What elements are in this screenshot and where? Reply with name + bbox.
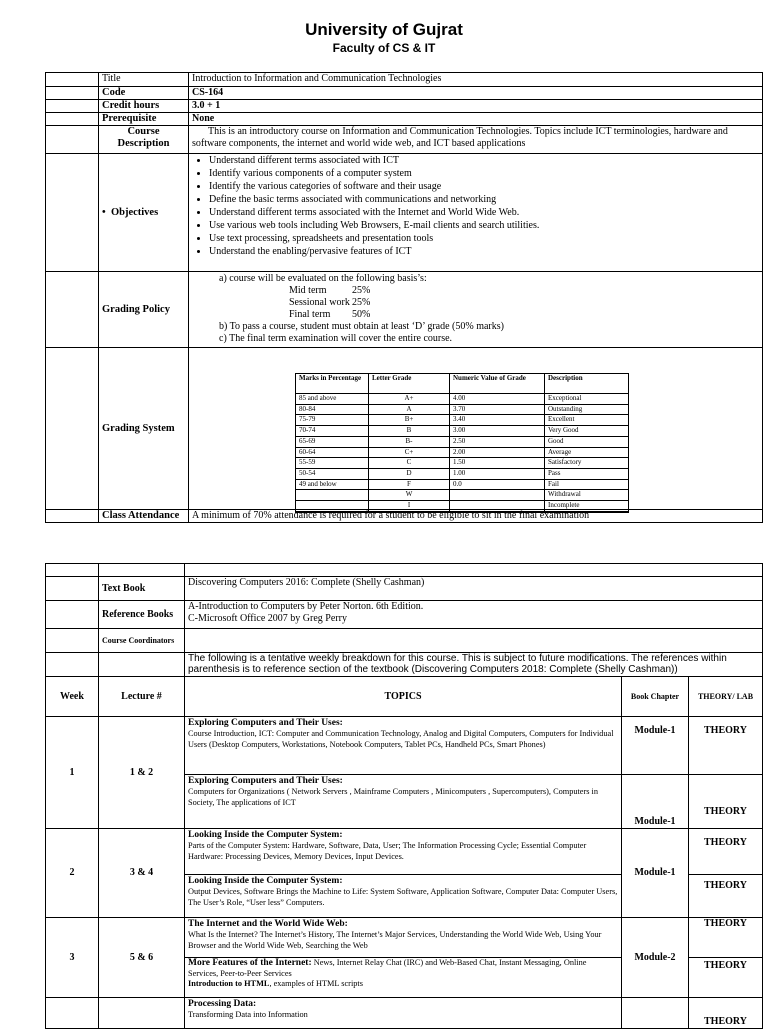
book-chapter: Module-2 [622,918,689,998]
books-schedule-table [45,563,763,677]
grade-cell: C+ [369,447,450,458]
grade-cell: Outstanding [545,404,629,415]
grading-policy-a: a) course will be evaluated on the following basis’s: [219,273,427,284]
objective-item: • Use various web tools including Web Browsers, E-mail clients and search utilities. [209,219,759,232]
objectives-list [192,154,759,258]
grade-cell: Satisfactory [545,458,629,469]
grade-cell [296,511,369,512]
grade-row [296,468,629,479]
grade-cell: A [369,404,450,415]
lecture-number: 1 & 2 [99,717,185,829]
topic-extra-title: Introduction to HTML [188,979,270,988]
grade-cell: I [369,501,450,512]
course-code: CS-164 [189,87,763,100]
description-label: Course Description [99,126,189,154]
objective-item: • Identify various components of a computer system [209,167,759,180]
grade-cell: 4.00 [450,394,545,405]
grading-policy-c: c) The final term examination will cover the entire course. [219,333,453,344]
gp-item-value: 25% [352,297,371,308]
grade-cell: 65-69 [296,436,369,447]
reference-book: C-Microsoft Office 2007 by Greg Perry [188,613,347,624]
gp-item-value: 25% [352,285,371,296]
grade-cell: 49 and below [296,479,369,490]
grade-table [295,373,629,513]
grade-cell: C [369,458,450,469]
lesson-type: THEORY [689,875,763,918]
grade-cell: 3.70 [450,404,545,415]
grade-header: Letter Grade [369,374,450,394]
week-number: 2 [46,829,99,918]
topic-title: The Internet and the World Wide Web: [188,919,348,929]
book-chapter: Module-1 [622,717,689,775]
grade-cell: Exceptional [545,394,629,405]
grade-header: Description [545,374,629,394]
grade-cell: Very Good [545,426,629,437]
reference-label: Reference Books [99,601,185,629]
grade-cell: B+ [369,415,450,426]
grade-cell [296,501,369,512]
objective-item: • Understand different terms associated with ICT [209,154,759,167]
topic-title: Processing Data: [188,999,257,1009]
grading-policy-label: Grading Policy [99,272,189,348]
coordinators-label: Course Coordinators [99,629,185,653]
course-description: This is an introductory course on Information and Communication Technologies. Topics include ICT terminologies, hardware and software components, the internet and world wide web, and ICT based applications [189,126,763,154]
grade-row [296,415,629,426]
course-title: Introduction to Information and Communication Technologies [189,73,763,87]
lecture-header: Lecture # [99,677,185,717]
grade-cell: Withdrawal [545,490,629,501]
grade-row [296,511,629,512]
grading-policy-b: b) To pass a course, student must obtain at least ‘D’ grade (50% marks) [219,321,504,332]
grade-cell: Good [545,436,629,447]
objective-item: • Define the basic terms associated with communications and networking [209,193,759,206]
grade-row [296,490,629,501]
objective-item: • Understand the enabling/pervasive features of ICT [209,245,759,258]
lesson-type: THEORY [689,918,763,958]
grade-cell: A+ [369,394,450,405]
topic-body: What Is the Internet? The Internet’s History, The Internet’s Major Services, Understanding the World Wide Web, Using Your Browser and the World Wide Web, Searching the Web [188,930,602,950]
book-chapter: Module-1 [622,775,689,829]
grade-cell: F [369,479,450,490]
reference-book: A-Introduction to Computers by Peter Norton. 6th Edition. [188,601,424,612]
grade-cell: B- [369,436,450,447]
topic-title: Exploring Computers and Their Uses: [188,776,343,786]
grade-cell: 0.0 [450,479,545,490]
gp-item-value: 50% [352,309,371,320]
topic-title: Looking Inside the Computer System: [188,830,343,840]
attendance-label: Class Attendance [99,510,189,523]
prereq-label: Prerequisite [99,113,189,126]
grade-cell [369,511,450,512]
lesson-type: THEORY [689,958,763,998]
credit-hours: 3.0 + 1 [189,100,763,113]
grade-cell: 75-79 [296,415,369,426]
lecture-number: 5 & 6 [99,918,185,998]
topic-extra: , examples of HTML scripts [269,979,363,988]
grade-cell: 2.00 [450,447,545,458]
grade-row [296,426,629,437]
grade-cell [545,511,629,512]
lesson-type: THEORY [689,717,763,775]
grade-cell: 70-74 [296,426,369,437]
topics-header: TOPICS [185,677,622,717]
grade-cell [296,490,369,501]
week-number: 1 [46,717,99,829]
topic-title: Looking Inside the Computer System: [188,876,343,886]
grade-cell: Fail [545,479,629,490]
lesson-type: THEORY [689,775,763,829]
code-label: Code [99,87,189,100]
week-header: Week [46,677,99,717]
grade-row [296,404,629,415]
grade-cell [450,501,545,512]
grade-cell: 3.00 [450,426,545,437]
weekly-schedule [45,676,763,1029]
grade-cell [450,511,545,512]
grade-row [296,501,629,512]
lesson-type: THEORY [689,829,763,875]
grade-row [296,458,629,469]
textbook: Discovering Computers 2016: Complete (Shelly Cashman) [185,577,763,601]
type-header: THEORY/ LAB [689,677,763,717]
objective-item: • Use text processing, spreadsheets and presentation tools [209,232,759,245]
grade-row [296,479,629,490]
bullet-icon: • [102,206,111,218]
grade-cell: Incomplete [545,501,629,512]
grade-cell: B [369,426,450,437]
schedule-note: The following is a tentative weekly breakdown for this course. This is subject to future modifications. The references within parenthesis is to reference section of the textbook (Discovering Computers 2018: Complete (Shelly Cashman)) [185,653,763,677]
objective-item: • Understand different terms associated with the Internet and World Wide Web. [209,206,759,219]
topic-body: Course Introduction, ICT: Computer and Communication Technology, Analog and Digital Computers, Computers for Individual Users (Desktop Computers, Workstations, Notebook Computers, Tablet PCs, Handheld PCs, Smart Phones) [188,729,614,749]
grade-cell: 85 and above [296,394,369,405]
topic-body: Computers for Organizations ( Network Servers , Mainframe Computers , Minicomputers , Supercomputers), Computers in Society, The applications of ICT [188,787,599,807]
title-label: Title [99,73,189,87]
grade-row [296,447,629,458]
grade-cell: W [369,490,450,501]
lecture-number: 3 & 4 [99,829,185,918]
topic-body: News, Internet Relay Chat (IRC) and Web-Based Chat, Instant Messaging, Online Services, Peer-to-Peer Services [188,958,587,978]
textbook-label: Text Book [99,577,185,601]
grade-row [296,394,629,405]
gp-item-name: Mid term [289,285,327,296]
credit-label: Credit hours [99,100,189,113]
grade-header: Marks in Percentage [296,374,369,394]
book-chapter: Module-1 [622,829,689,918]
topic-body: Transforming Data into Information [188,1010,308,1019]
university-title: University of Gujrat [305,20,463,39]
topic-body: Parts of the Computer System: Hardware, Software, Data, User; The Information Processing Cycle; Essential Computer Hardware: Processing Devices, Memory Devices, Input Devices. [188,841,587,861]
chapter-header: Book Chapter [622,677,689,717]
grade-cell: Pass [545,468,629,479]
grade-cell [450,490,545,501]
grade-cell: 2.50 [450,436,545,447]
grading-system-label: Grading System [99,348,189,510]
grade-cell: 50-54 [296,468,369,479]
grade-header: Numeric Value of Grade [450,374,545,394]
objective-item: • Identify the various categories of software and their usage [209,180,759,193]
grade-cell: 1.50 [450,458,545,469]
grade-cell: 80-84 [296,404,369,415]
grade-row [296,436,629,447]
faculty-subtitle: Faculty of CS & IT [332,41,436,55]
grade-cell: 3.40 [450,415,545,426]
gp-item-name: Final term [289,309,331,320]
grade-cell: Average [545,447,629,458]
grade-cell: D [369,468,450,479]
lesson-type: THEORY [689,998,763,1029]
topic-title: Exploring Computers and Their Uses: [188,718,343,728]
grade-cell: Excellent [545,415,629,426]
objectives-label: Objectives [110,206,159,218]
week-number: 3 [46,918,99,998]
topic-title: More Features of the Internet: [188,958,312,968]
grade-cell: 1.00 [450,468,545,479]
grade-cell: 55-59 [296,458,369,469]
prerequisite: None [189,113,763,126]
topic-body: Output Devices, Software Brings the Machine to Life: System Software, Application Software, Computer Data: Computer Users, The User’s Role, “User less” Computers. [188,887,618,907]
gp-item-name: Sessional work [289,297,350,308]
attendance-text: A minimum of 70% attendance is required for a student to be eligible to sit in the final examination [189,510,763,523]
grade-cell: 60-64 [296,447,369,458]
